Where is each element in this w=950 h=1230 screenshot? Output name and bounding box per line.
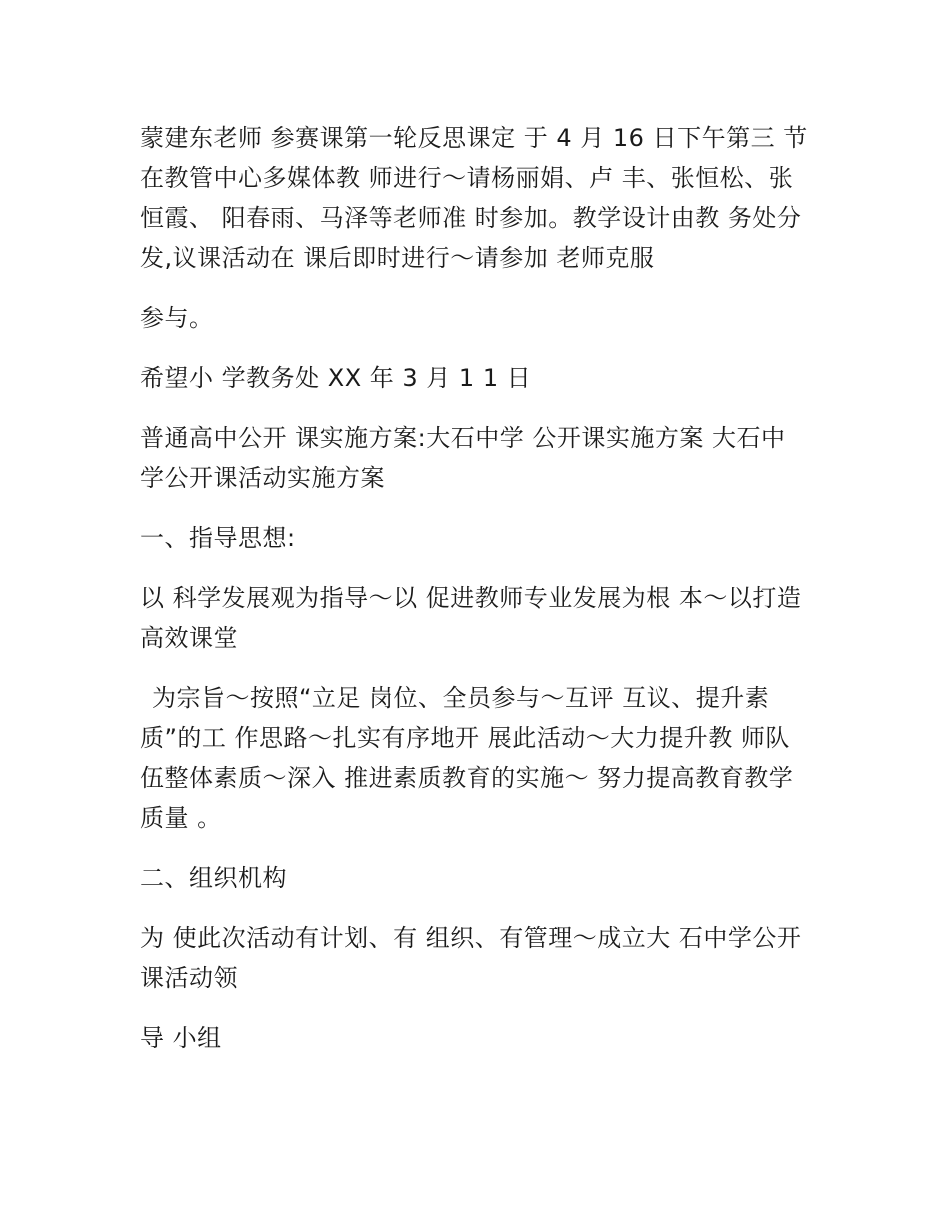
- section-heading-guiding-thought: 一、指导思想:: [140, 524, 296, 552]
- paragraph-plan-title: 普通高中公开 课实施方案:大石中学 公开课实施方案 大石中 学公开课活动实施方案: [140, 424, 786, 492]
- paragraph-purpose: 为宗旨～按照“立足 岗位、全员参与～互评 互议、提升素质”的工 作思路～扎实有序地开 展此活动～大力提升教 师队伍整体素质～深入 推进素质教育的实施～ 努力提高教育教学质量 。: [140, 684, 794, 832]
- paragraph-signature-date: 希望小 学教务处 XX 年 3 月 1 1 日: [140, 364, 532, 392]
- paragraph-organization: 为 使此次活动有计划、有 组织、有管理～成立大 石中学公开课活动领: [140, 924, 802, 992]
- paragraph-participate: 参与。: [140, 304, 214, 332]
- paragraph-guiding-thought: 以 科学发展观为指导～以 促进教师专业发展为根 本～以打造高效课堂: [140, 584, 802, 652]
- paragraph-notice: 蒙建东老师 参赛课第一轮反思课定 于 4 月 16 日下午第三 节在教管中心多媒体教 师进行～请杨丽娟、卢 丰、张恒松、张恒霞、 阳春雨、马泽等老师准 时参加。教学设计由教 务处分发,议课活动在 课后即时进行～请参加 老师克服: [140, 124, 808, 272]
- paragraph-leading-group: 导 小组: [140, 1024, 222, 1052]
- document-page: [140, 118, 808, 1078]
- section-heading-organization: 二、组织机构: [140, 864, 287, 892]
